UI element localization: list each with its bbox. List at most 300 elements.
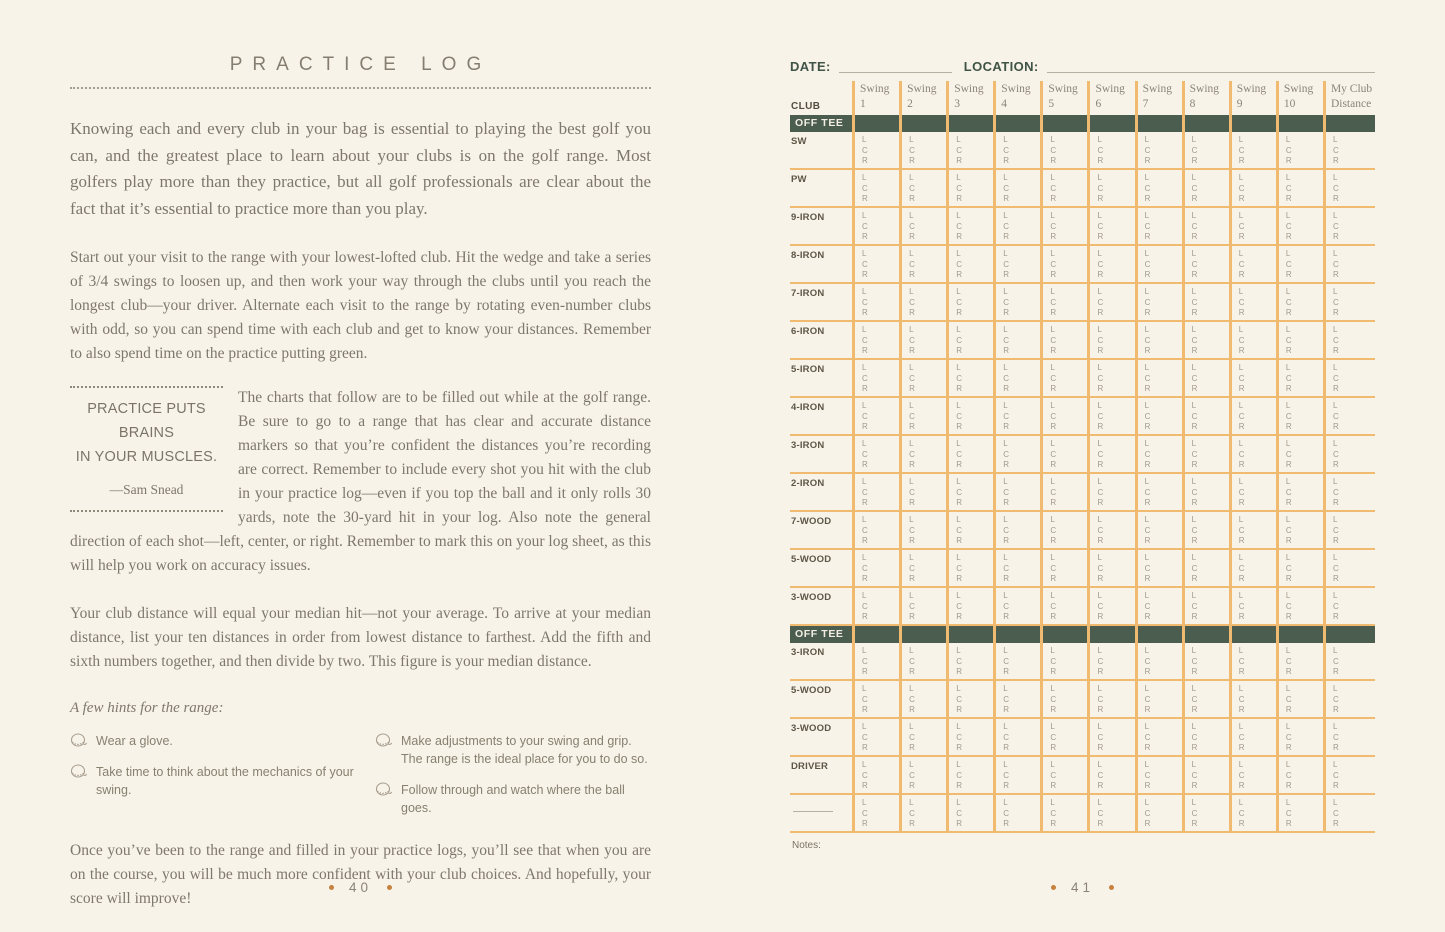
page-number-value: 41 bbox=[1070, 880, 1095, 895]
direction-mark-r: R bbox=[1003, 422, 1010, 431]
direction-mark-l: L bbox=[1144, 591, 1150, 600]
swing-header-number: 10 bbox=[1283, 97, 1296, 110]
swing-cell bbox=[899, 322, 946, 358]
hints-list bbox=[70, 732, 651, 830]
direction-mark-r: R bbox=[1332, 536, 1339, 545]
direction-mark-l: L bbox=[1332, 477, 1338, 486]
direction-mark-r: R bbox=[909, 346, 915, 355]
direction-mark-c: C bbox=[1238, 525, 1245, 535]
direction-mark-c: C bbox=[862, 694, 868, 704]
swing-cell bbox=[1135, 398, 1182, 434]
direction-mark-r: R bbox=[956, 422, 962, 431]
direction-mark-r: R bbox=[862, 194, 868, 203]
swing-cell bbox=[946, 322, 993, 358]
swing-cell bbox=[946, 795, 993, 831]
direction-mark-l: L bbox=[956, 439, 961, 448]
swing-cell bbox=[1276, 208, 1323, 244]
direction-mark-l: L bbox=[1191, 798, 1197, 807]
direction-mark-r: R bbox=[1191, 781, 1198, 790]
club-row bbox=[790, 322, 1375, 360]
club-name-cell: 5-IRON bbox=[791, 364, 825, 375]
direction-mark-l: L bbox=[1238, 760, 1244, 769]
direction-mark-l: L bbox=[1285, 325, 1291, 334]
swing-cell bbox=[993, 588, 1040, 624]
section-header-cell bbox=[1135, 626, 1182, 643]
direction-mark-l: L bbox=[1003, 211, 1008, 220]
golf-ball-icon bbox=[375, 782, 392, 797]
direction-mark-l: L bbox=[1285, 135, 1291, 144]
direction-mark-c: C bbox=[1097, 487, 1104, 497]
swing-cell bbox=[1182, 719, 1229, 755]
swing-cell bbox=[1087, 170, 1134, 206]
swing-cell bbox=[1040, 322, 1087, 358]
direction-mark-c: C bbox=[862, 145, 868, 155]
direction-mark-l: L bbox=[1050, 798, 1055, 807]
direction-mark-c: C bbox=[1050, 601, 1057, 611]
direction-mark-c: C bbox=[1332, 335, 1339, 345]
club-name-cell: 7-WOOD bbox=[791, 516, 832, 527]
swing-column-header bbox=[946, 81, 993, 115]
direction-mark-c: C bbox=[1332, 297, 1339, 307]
club-name-cell: DRIVER bbox=[791, 761, 829, 772]
direction-mark-l: L bbox=[1144, 401, 1150, 410]
direction-mark-c: C bbox=[1003, 487, 1010, 497]
section-header-cell bbox=[993, 626, 1040, 643]
paragraph-median: Your club distance will equal your median hit—not your average. To arrive at your median distance, list your ten distances in order from lowest distance to farthest. Add the fifth and sixth numbers together, and then divide by two. This figure is your median distance. bbox=[70, 605, 651, 670]
direction-mark-r: R bbox=[1050, 156, 1057, 165]
direction-mark-l: L bbox=[1097, 173, 1102, 182]
swing-cell bbox=[1276, 398, 1323, 434]
direction-mark-c: C bbox=[1003, 563, 1010, 573]
section-header-cell bbox=[852, 626, 899, 643]
swing-cell bbox=[993, 170, 1040, 206]
section-header-cell bbox=[946, 626, 993, 643]
direction-mark-r: R bbox=[1191, 194, 1198, 203]
direction-mark-l: L bbox=[1191, 646, 1197, 655]
swing-cell bbox=[946, 208, 993, 244]
direction-mark-c: C bbox=[1144, 656, 1151, 666]
page-number-value: 40 bbox=[348, 880, 373, 895]
direction-mark-l: L bbox=[1191, 173, 1197, 182]
direction-mark-l: L bbox=[1332, 591, 1338, 600]
swing-cell bbox=[899, 208, 946, 244]
swing-cell bbox=[1229, 360, 1276, 396]
swing-cell bbox=[1229, 795, 1276, 831]
swing-cell bbox=[852, 208, 899, 244]
swing-header-number: 2 bbox=[907, 97, 913, 110]
hint-item bbox=[70, 763, 375, 799]
direction-mark-c: C bbox=[862, 297, 868, 307]
direction-mark-r: R bbox=[1238, 781, 1245, 790]
swing-cell bbox=[1229, 284, 1276, 320]
direction-mark-c: C bbox=[909, 732, 915, 742]
direction-mark-r: R bbox=[1238, 705, 1245, 714]
direction-mark-r: R bbox=[1097, 232, 1104, 241]
direction-mark-r: R bbox=[1097, 422, 1104, 431]
direction-mark-r: R bbox=[1285, 574, 1292, 583]
direction-mark-l: L bbox=[1191, 401, 1197, 410]
swing-cell bbox=[1135, 512, 1182, 548]
pull-quote bbox=[70, 386, 223, 512]
direction-mark-l: L bbox=[1097, 363, 1102, 372]
direction-mark-r: R bbox=[1144, 498, 1151, 507]
direction-mark-c: C bbox=[909, 563, 915, 573]
direction-mark-r: R bbox=[1144, 574, 1151, 583]
direction-mark-l: L bbox=[1144, 515, 1150, 524]
my-club-distance-header bbox=[1323, 81, 1375, 115]
swing-cell bbox=[993, 550, 1040, 586]
swing-cell bbox=[1276, 132, 1323, 168]
direction-mark-c: C bbox=[956, 601, 962, 611]
direction-mark-c: C bbox=[1332, 183, 1339, 193]
quote-and-charts-paragraph bbox=[70, 386, 651, 578]
direction-mark-c: C bbox=[1191, 183, 1198, 193]
direction-mark-r: R bbox=[956, 232, 962, 241]
direction-mark-l: L bbox=[1285, 760, 1291, 769]
distance-header-line2: Distance bbox=[1330, 97, 1372, 110]
direction-mark-c: C bbox=[1050, 487, 1057, 497]
direction-mark-r: R bbox=[1097, 460, 1104, 469]
distance-cell bbox=[1323, 550, 1375, 586]
swing-cell bbox=[852, 681, 899, 717]
direction-mark-r: R bbox=[909, 667, 915, 676]
direction-mark-l: L bbox=[1050, 684, 1055, 693]
swing-cell bbox=[899, 681, 946, 717]
direction-mark-r: R bbox=[956, 574, 962, 583]
direction-mark-l: L bbox=[1050, 477, 1055, 486]
direction-mark-l: L bbox=[1238, 684, 1244, 693]
swing-cell bbox=[1135, 757, 1182, 793]
direction-mark-c: C bbox=[862, 373, 868, 383]
swing-cell bbox=[1182, 550, 1229, 586]
swing-cell bbox=[1135, 170, 1182, 206]
direction-mark-c: C bbox=[909, 259, 915, 269]
direction-mark-r: R bbox=[1097, 536, 1104, 545]
swing-cell bbox=[852, 643, 899, 679]
club-row bbox=[790, 550, 1375, 588]
club-row bbox=[790, 208, 1375, 246]
distance-cell bbox=[1323, 795, 1375, 831]
swing-cell bbox=[1135, 132, 1182, 168]
direction-mark-r: R bbox=[1191, 346, 1198, 355]
swing-column-header bbox=[993, 81, 1040, 115]
swing-cell bbox=[1182, 436, 1229, 472]
swing-cell bbox=[946, 588, 993, 624]
direction-mark-c: C bbox=[1003, 411, 1010, 421]
swing-cell bbox=[1135, 588, 1182, 624]
swing-header-number: 7 bbox=[1142, 97, 1149, 110]
location-label: LOCATION: bbox=[963, 59, 1039, 74]
direction-mark-r: R bbox=[909, 232, 915, 241]
direction-mark-c: C bbox=[1144, 259, 1151, 269]
section-header-cell bbox=[1276, 115, 1323, 132]
direction-mark-c: C bbox=[1097, 694, 1104, 704]
direction-mark-c: C bbox=[956, 259, 962, 269]
direction-mark-c: C bbox=[956, 808, 962, 818]
direction-mark-r: R bbox=[1050, 384, 1057, 393]
direction-mark-l: L bbox=[1003, 798, 1008, 807]
swing-cell bbox=[1087, 588, 1134, 624]
direction-mark-r: R bbox=[1097, 498, 1104, 507]
direction-mark-l: L bbox=[909, 211, 914, 220]
direction-mark-l: L bbox=[1097, 287, 1102, 296]
direction-mark-c: C bbox=[1191, 525, 1198, 535]
direction-mark-r: R bbox=[862, 460, 868, 469]
direction-mark-c: C bbox=[956, 770, 962, 780]
direction-mark-r: R bbox=[909, 384, 915, 393]
direction-mark-l: L bbox=[1144, 173, 1150, 182]
direction-mark-c: C bbox=[1191, 487, 1198, 497]
direction-mark-l: L bbox=[1285, 211, 1291, 220]
direction-mark-r: R bbox=[862, 743, 868, 752]
direction-mark-l: L bbox=[1332, 401, 1338, 410]
club-name-cell: 3-WOOD bbox=[791, 723, 832, 734]
swing-cell bbox=[1182, 132, 1229, 168]
direction-mark-c: C bbox=[1003, 770, 1010, 780]
direction-mark-r: R bbox=[1144, 819, 1151, 828]
direction-mark-c: C bbox=[1238, 770, 1245, 780]
direction-mark-c: C bbox=[909, 335, 915, 345]
swing-column-header bbox=[1276, 81, 1323, 115]
club-name-cell: 3-IRON bbox=[791, 440, 825, 451]
direction-mark-c: C bbox=[862, 601, 868, 611]
direction-mark-r: R bbox=[909, 743, 915, 752]
swing-cell bbox=[993, 643, 1040, 679]
swing-cell bbox=[1182, 512, 1229, 548]
direction-mark-l: L bbox=[909, 325, 914, 334]
swing-cell bbox=[852, 284, 899, 320]
direction-mark-l: L bbox=[1332, 646, 1338, 655]
direction-mark-l: L bbox=[1285, 722, 1291, 731]
club-row bbox=[790, 643, 1375, 681]
direction-mark-r: R bbox=[1238, 156, 1245, 165]
hint-text: Take time to think about the mechanics of your swing. bbox=[96, 765, 354, 797]
section-header-cell bbox=[1182, 626, 1229, 643]
quote-top-rule bbox=[70, 386, 223, 388]
swing-cell bbox=[1229, 322, 1276, 358]
direction-mark-r: R bbox=[1050, 460, 1057, 469]
direction-mark-l: L bbox=[1285, 684, 1291, 693]
notes-label: Notes: bbox=[792, 840, 821, 851]
direction-mark-l: L bbox=[1332, 325, 1338, 334]
direction-mark-c: C bbox=[1097, 259, 1104, 269]
direction-mark-c: C bbox=[1191, 449, 1198, 459]
swing-cell bbox=[1040, 719, 1087, 755]
direction-mark-r: R bbox=[1097, 156, 1104, 165]
direction-mark-l: L bbox=[909, 515, 914, 524]
swing-cell bbox=[1087, 436, 1134, 472]
direction-mark-c: C bbox=[956, 732, 962, 742]
direction-mark-l: L bbox=[1332, 553, 1338, 562]
direction-mark-c: C bbox=[1144, 770, 1151, 780]
direction-mark-r: R bbox=[1097, 384, 1104, 393]
swing-cell bbox=[1087, 208, 1134, 244]
direction-mark-r: R bbox=[956, 460, 962, 469]
direction-mark-c: C bbox=[1050, 732, 1057, 742]
direction-mark-l: L bbox=[1097, 722, 1102, 731]
direction-mark-c: C bbox=[1191, 259, 1198, 269]
direction-mark-r: R bbox=[1050, 422, 1057, 431]
direction-mark-l: L bbox=[1238, 515, 1244, 524]
direction-mark-l: L bbox=[956, 684, 961, 693]
direction-mark-l: L bbox=[1097, 401, 1102, 410]
swing-cell bbox=[1040, 588, 1087, 624]
direction-mark-c: C bbox=[1238, 145, 1245, 155]
swing-cell bbox=[1087, 719, 1134, 755]
direction-mark-l: L bbox=[1238, 591, 1244, 600]
swing-cell bbox=[1040, 757, 1087, 793]
direction-mark-r: R bbox=[1191, 460, 1198, 469]
direction-mark-l: L bbox=[1144, 287, 1150, 296]
direction-mark-c: C bbox=[1285, 808, 1292, 818]
direction-mark-r: R bbox=[1003, 612, 1010, 621]
direction-mark-c: C bbox=[1144, 411, 1151, 421]
direction-mark-c: C bbox=[1238, 335, 1245, 345]
direction-mark-l: L bbox=[1332, 363, 1338, 372]
direction-mark-c: C bbox=[1050, 563, 1057, 573]
direction-mark-r: R bbox=[1332, 270, 1339, 279]
swing-column-header bbox=[1229, 81, 1276, 115]
direction-mark-r: R bbox=[1332, 194, 1339, 203]
swing-cell bbox=[1276, 719, 1323, 755]
direction-mark-c: C bbox=[1332, 601, 1339, 611]
direction-mark-r: R bbox=[1238, 612, 1245, 621]
direction-mark-l: L bbox=[1191, 477, 1197, 486]
distance-cell bbox=[1323, 398, 1375, 434]
direction-mark-l: L bbox=[1191, 591, 1197, 600]
direction-mark-c: C bbox=[1285, 297, 1292, 307]
swing-cell bbox=[1087, 681, 1134, 717]
swing-cell bbox=[946, 474, 993, 510]
direction-mark-c: C bbox=[1003, 601, 1010, 611]
swing-header-label: Swing bbox=[1189, 83, 1220, 95]
direction-mark-l: L bbox=[1050, 211, 1055, 220]
swing-header-label: Swing bbox=[1095, 83, 1125, 95]
direction-mark-r: R bbox=[862, 156, 868, 165]
direction-mark-r: R bbox=[909, 819, 915, 828]
direction-mark-r: R bbox=[1050, 232, 1057, 241]
club-name-cell: 3-WOOD bbox=[791, 592, 832, 603]
direction-mark-r: R bbox=[1144, 781, 1151, 790]
swing-cell bbox=[899, 795, 946, 831]
direction-mark-r: R bbox=[909, 194, 915, 203]
direction-mark-c: C bbox=[1332, 656, 1339, 666]
direction-mark-l: L bbox=[1050, 363, 1055, 372]
direction-mark-l: L bbox=[862, 173, 867, 182]
direction-mark-c: C bbox=[862, 335, 868, 345]
swing-cell bbox=[946, 757, 993, 793]
paragraph-charts: The charts that follow are to be filled out while at the golf range. Be sure to go to a range that has clear and accurate distance markers so that you’re confident the distances you’re recording are correct. Remember to include every shot you hit with the club in your practice log—even if you top the ball and it only rolls 30 yards, note the 30-yard hit in your log. Also note the general direction of each shot—left, center, or right. Remember to mark this on your log sheet, as this will help you work on accuracy issues. bbox=[70, 389, 651, 574]
distance-cell bbox=[1323, 170, 1375, 206]
hint-item bbox=[375, 781, 651, 817]
direction-mark-r: R bbox=[1003, 384, 1010, 393]
direction-mark-c: C bbox=[1097, 335, 1104, 345]
direction-mark-r: R bbox=[1191, 667, 1198, 676]
swing-cell bbox=[993, 246, 1040, 282]
swing-cell bbox=[852, 132, 899, 168]
direction-mark-l: L bbox=[909, 173, 914, 182]
swing-cell bbox=[1040, 208, 1087, 244]
direction-mark-c: C bbox=[1332, 487, 1339, 497]
swing-cell bbox=[946, 719, 993, 755]
direction-mark-c: C bbox=[1332, 259, 1339, 269]
direction-mark-c: C bbox=[1097, 183, 1104, 193]
direction-mark-c: C bbox=[1144, 601, 1151, 611]
direction-mark-r: R bbox=[862, 536, 868, 545]
club-row bbox=[790, 757, 1375, 795]
distance-cell bbox=[1323, 512, 1375, 548]
section-header-label: OFF TEE bbox=[795, 117, 844, 129]
swing-cell bbox=[1276, 643, 1323, 679]
direction-mark-c: C bbox=[909, 808, 915, 818]
direction-mark-l: L bbox=[862, 515, 867, 524]
swing-cell bbox=[1135, 795, 1182, 831]
direction-mark-c: C bbox=[862, 259, 868, 269]
swing-cell bbox=[899, 588, 946, 624]
direction-mark-r: R bbox=[1191, 270, 1198, 279]
direction-mark-r: R bbox=[1144, 270, 1151, 279]
swing-header-label: Swing bbox=[860, 83, 890, 95]
swing-cell bbox=[1276, 284, 1323, 320]
swing-cell bbox=[1087, 132, 1134, 168]
direction-mark-r: R bbox=[1285, 498, 1292, 507]
direction-mark-r: R bbox=[1332, 574, 1339, 583]
direction-mark-l: L bbox=[1332, 135, 1338, 144]
direction-mark-l: L bbox=[1144, 249, 1150, 258]
direction-mark-l: L bbox=[1191, 722, 1197, 731]
direction-mark-r: R bbox=[1238, 194, 1245, 203]
direction-mark-l: L bbox=[862, 798, 867, 807]
direction-mark-r: R bbox=[1238, 232, 1245, 241]
direction-mark-c: C bbox=[1144, 373, 1151, 383]
direction-mark-l: L bbox=[1332, 722, 1338, 731]
date-writein-line bbox=[839, 58, 952, 73]
direction-mark-r: R bbox=[1144, 194, 1151, 203]
direction-mark-c: C bbox=[1332, 373, 1339, 383]
swing-cell bbox=[1087, 643, 1134, 679]
direction-mark-l: L bbox=[1097, 515, 1102, 524]
direction-mark-l: L bbox=[956, 249, 961, 258]
swing-cell bbox=[852, 246, 899, 282]
swing-cell bbox=[1182, 170, 1229, 206]
direction-mark-c: C bbox=[956, 656, 962, 666]
direction-mark-c: C bbox=[1144, 732, 1151, 742]
section-header-cell bbox=[1182, 115, 1229, 132]
direction-mark-r: R bbox=[1050, 194, 1057, 203]
swing-header-number: 9 bbox=[1236, 97, 1243, 110]
direction-mark-l: L bbox=[956, 798, 961, 807]
quote-attribution: —Sam Snead bbox=[109, 482, 184, 497]
direction-mark-c: C bbox=[1003, 145, 1010, 155]
swing-column-header bbox=[899, 81, 946, 115]
club-row bbox=[790, 284, 1375, 322]
direction-mark-c: C bbox=[1332, 694, 1339, 704]
direction-mark-c: C bbox=[1144, 525, 1151, 535]
swing-cell bbox=[946, 436, 993, 472]
direction-mark-c: C bbox=[1050, 259, 1057, 269]
direction-mark-c: C bbox=[1191, 770, 1198, 780]
club-name-cell: 5-WOOD bbox=[791, 554, 832, 565]
swing-cell bbox=[899, 284, 946, 320]
direction-mark-r: R bbox=[909, 574, 915, 583]
direction-mark-r: R bbox=[956, 156, 962, 165]
direction-mark-l: L bbox=[1050, 173, 1055, 182]
direction-mark-r: R bbox=[862, 346, 868, 355]
direction-mark-l: L bbox=[1191, 135, 1197, 144]
direction-mark-l: L bbox=[1238, 135, 1244, 144]
swing-cell bbox=[899, 757, 946, 793]
swing-cell bbox=[1229, 170, 1276, 206]
